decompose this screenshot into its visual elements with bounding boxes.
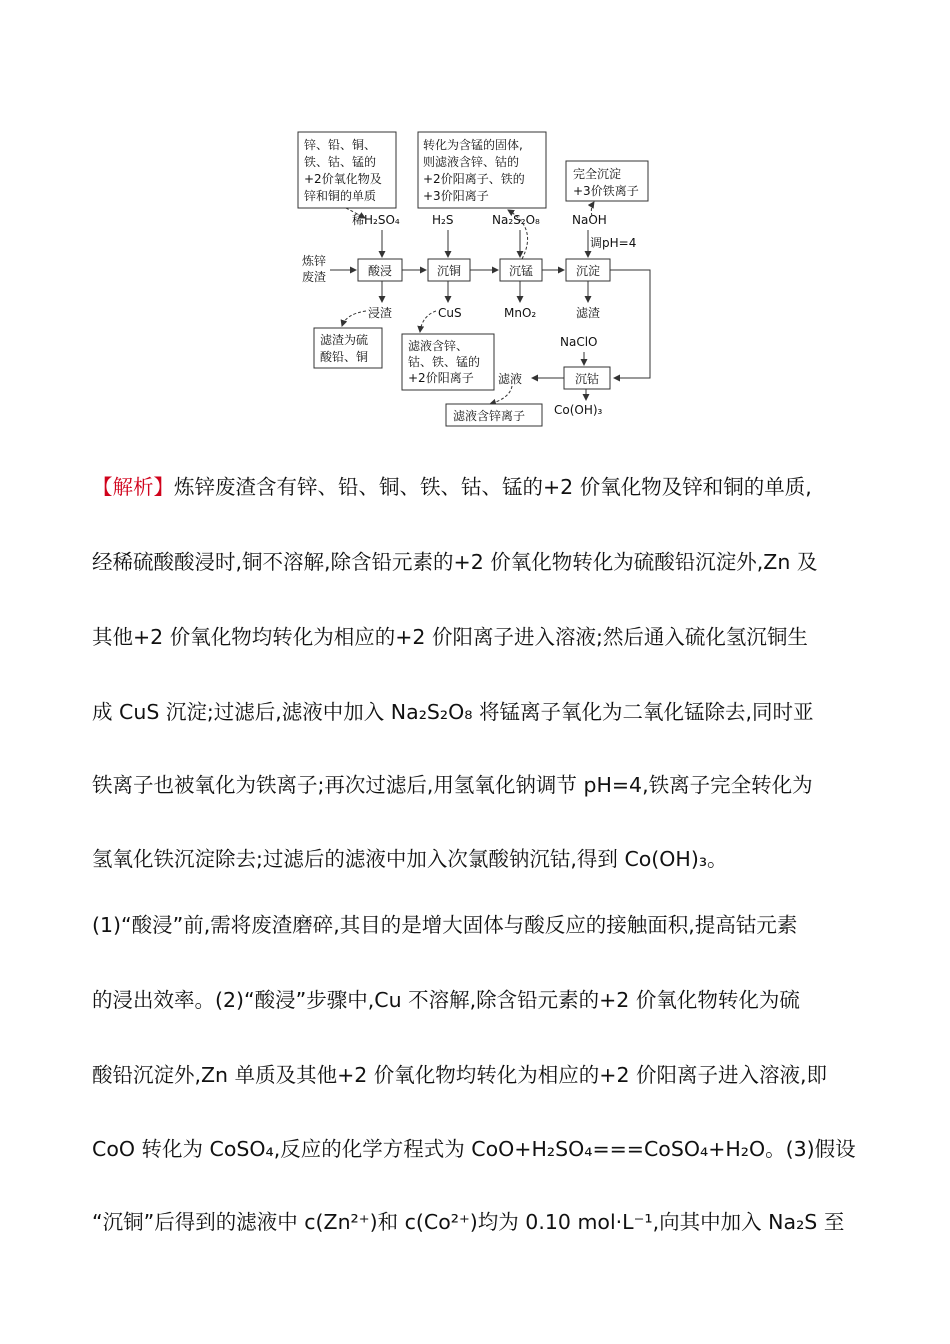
analysis-tag: 【解析】 bbox=[92, 475, 174, 499]
svg-text:+2价氧化物及: +2价氧化物及 bbox=[304, 172, 382, 186]
svg-text:滤渣为硫: 滤渣为硫 bbox=[320, 333, 369, 347]
para-line-11: “沉铜”后得到的滤液中 c(Zn²⁺)和 c(Co²⁺)均为 0.10 mol·L⁻¹,向其中加入 Na₂S 至 bbox=[92, 1210, 845, 1234]
svg-text:酸浸: 酸浸 bbox=[368, 264, 393, 278]
out-residue: 浸渣 bbox=[368, 306, 393, 320]
para-line-9: 酸铅沉淀外,Zn 单质及其他+2 价氧化物均转化为相应的+2 价阳离子进入溶液,即 bbox=[92, 1063, 828, 1087]
svg-text:+3价阳离子: +3价阳离子 bbox=[423, 189, 489, 203]
out-cooh3: Co(OH)₃ bbox=[554, 403, 603, 417]
reagent-ph: 调pH=4 bbox=[590, 236, 637, 250]
note-raw-materials bbox=[298, 132, 396, 208]
reagent-h2s: H₂S bbox=[432, 213, 454, 227]
note-residue bbox=[314, 328, 382, 368]
step-manganese-precip bbox=[500, 259, 542, 281]
process-flow-diagram bbox=[290, 128, 670, 433]
note-manganese bbox=[418, 132, 546, 208]
reagent-na2s2o8: Na₂S₂O₈ bbox=[492, 213, 540, 227]
step-iron-precip bbox=[566, 259, 610, 281]
svg-text:钴、铁、锰的: 钴、铁、锰的 bbox=[408, 355, 481, 369]
feed-label: 炼锌 bbox=[302, 254, 327, 268]
out-mno2: MnO₂ bbox=[504, 306, 537, 320]
out-filter-residue: 滤渣 bbox=[576, 306, 601, 320]
svg-text:转化为含锰的固体,: 转化为含锰的固体, bbox=[423, 138, 523, 152]
para-line-7: (1)“酸浸”前,需将废渣磨碎,其目的是增大固体与酸反应的接触面积,提高钴元素 bbox=[92, 913, 798, 937]
svg-text:铁、钴、锰的: 铁、钴、锰的 bbox=[304, 155, 377, 169]
para-line-4: 成 CuS 沉淀;过滤后,滤液中加入 Na₂S₂O₈ 将锰离子氧化为二氧化锰除去,同时亚 bbox=[92, 700, 814, 724]
reagent-acid: 稀H₂SO₄ bbox=[352, 213, 400, 227]
para-line-1: 【解析】炼锌废渣含有锌、铅、铜、铁、钴、锰的+2 价氧化物及锌和铜的单质, bbox=[92, 475, 812, 499]
note-iron bbox=[566, 161, 648, 201]
svg-text:则滤液含锌、钴的: 则滤液含锌、钴的 bbox=[423, 155, 520, 169]
svg-text:沉锰: 沉锰 bbox=[509, 264, 534, 278]
svg-text:沉淀: 沉淀 bbox=[576, 264, 601, 278]
svg-text:沉铜: 沉铜 bbox=[437, 264, 462, 278]
svg-text:滤液含锌离子: 滤液含锌离子 bbox=[453, 409, 526, 423]
svg-text:+2价阳离子、铁的: +2价阳离子、铁的 bbox=[423, 172, 525, 186]
reagent-naclo: NaClO bbox=[560, 335, 598, 349]
out-filtrate: 滤液 bbox=[498, 372, 523, 386]
svg-text:沉钴: 沉钴 bbox=[575, 372, 600, 386]
reagent-naoh: NaOH bbox=[572, 213, 607, 227]
svg-text:锌和铜的单质: 锌和铜的单质 bbox=[304, 189, 377, 203]
para-line-8: 的浸出效率。(2)“酸浸”步骤中,Cu 不溶解,除含铅元素的+2 价氧化物转化为硫 bbox=[92, 988, 800, 1012]
step-copper-precip bbox=[428, 259, 470, 281]
out-cus: CuS bbox=[438, 306, 462, 320]
para-line-6: 氢氧化铁沉淀除去;过滤后的滤液中加入次氯酸钠沉钴,得到 Co(OH)₃。 bbox=[92, 847, 728, 871]
para-line-5: 铁离子也被氧化为铁离子;再次过滤后,用氢氧化钠调节 pH=4,铁离子完全转化为 bbox=[92, 773, 813, 797]
svg-text:酸铅、铜: 酸铅、铜 bbox=[320, 350, 369, 364]
step-cobalt-precip bbox=[564, 367, 610, 389]
para-line-2: 经稀硫酸酸浸时,铜不溶解,除含铅元素的+2 价氧化物转化为硫酸铅沉淀外,Zn 及 bbox=[92, 550, 818, 574]
svg-text:锌、铅、铜、: 锌、铅、铜、 bbox=[304, 138, 377, 152]
svg-text:+3价铁离子: +3价铁离子 bbox=[573, 184, 639, 198]
para-line-3: 其他+2 价氧化物均转化为相应的+2 价阳离子进入溶液;然后通入硫化氢沉铜生 bbox=[92, 625, 808, 649]
svg-text:滤液含锌、: 滤液含锌、 bbox=[408, 339, 469, 353]
step-acid-leach bbox=[358, 259, 402, 281]
para-line-10: CoO 转化为 CoSO₄,反应的化学方程式为 CoO+H₂SO₄===CoSO₄+H₂O。(3)假设 bbox=[92, 1137, 856, 1161]
note-final-filtrate bbox=[446, 404, 542, 426]
svg-text:+2价阳离子: +2价阳离子 bbox=[408, 371, 474, 385]
svg-text:废渣: 废渣 bbox=[302, 270, 327, 284]
note-filtrate bbox=[402, 334, 494, 390]
svg-text:完全沉淀: 完全沉淀 bbox=[573, 167, 622, 181]
